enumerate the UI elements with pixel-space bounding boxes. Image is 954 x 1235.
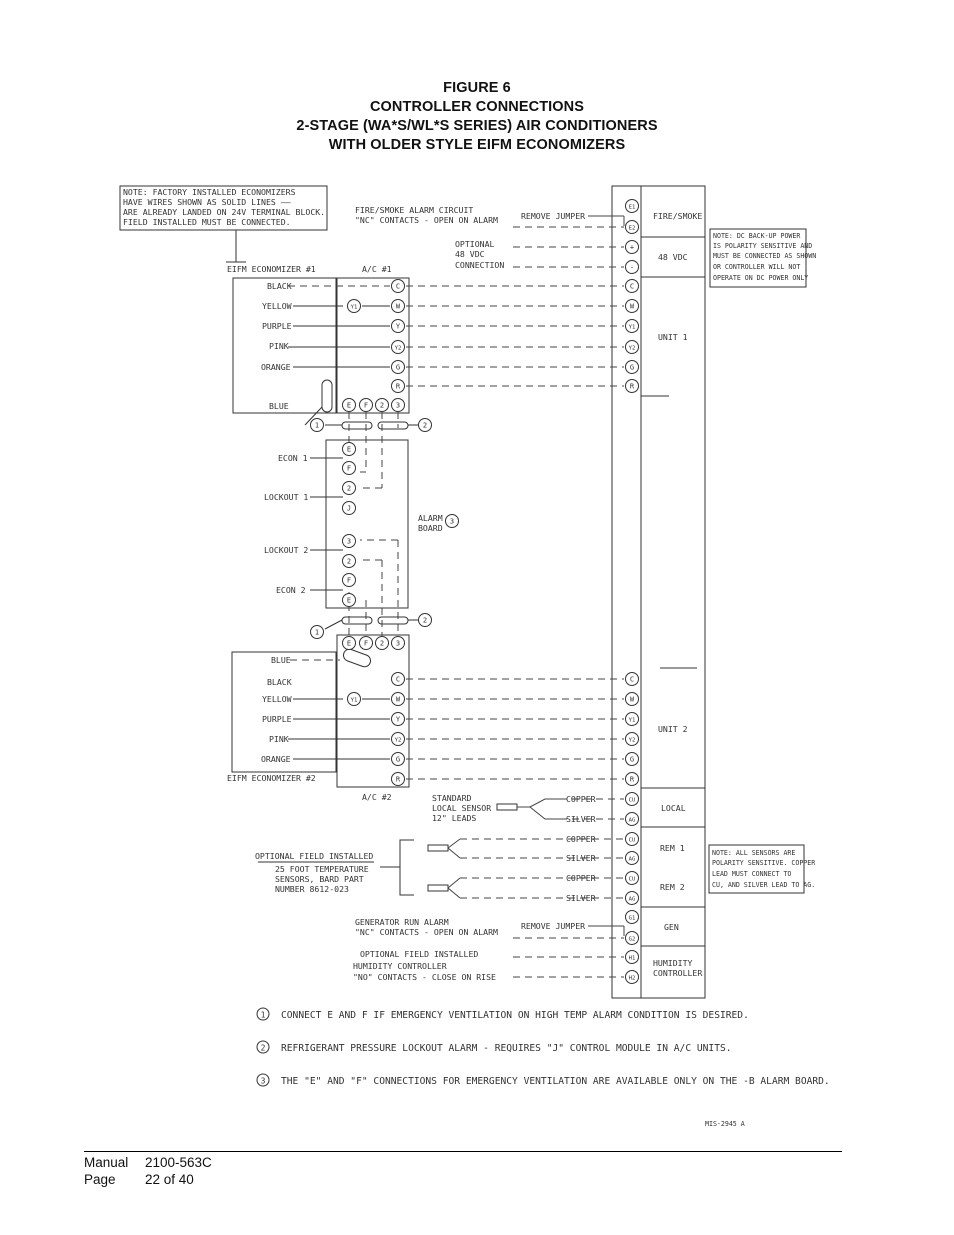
silver-label: SILVER	[566, 893, 596, 903]
wire-label: YELLOW	[262, 694, 292, 704]
figure-title-line-2: 2-STAGE (WA*S/WL*S SERIES) AIR CONDITIONERS	[296, 118, 658, 134]
terminal-mark: Y	[395, 715, 401, 724]
standard-sensor-label: STANDARD	[432, 793, 472, 803]
optional-48-label: OPTIONAL	[455, 239, 495, 249]
silver-label: SILVER	[566, 853, 596, 863]
remove-jumper-label: REMOVE JUMPER	[521, 211, 586, 221]
humidity-label: "NO" CONTACTS - CLOSE ON RISE	[353, 972, 496, 982]
ac2-label: A/C #2	[362, 792, 392, 802]
terminal-mark: H1	[628, 955, 636, 962]
figure-title-line-1: CONTROLLER CONNECTIONS	[369, 99, 585, 115]
humidity-label: HUMIDITY CONTROLLER	[353, 961, 447, 971]
terminal-mark: E	[346, 596, 352, 605]
terminal-mark: E1	[628, 204, 636, 211]
sensor-note-line: POLARITY SENSITIVE. COPPER	[712, 859, 816, 867]
wire-label: BLUE	[269, 401, 289, 411]
remove-jumper-label: REMOVE JUMPER	[521, 921, 586, 931]
terminal-mark: R	[629, 382, 635, 391]
wire-label: BLACK	[267, 677, 292, 687]
controller-group-label: LOCAL	[661, 803, 686, 813]
wire-label: PURPLE	[262, 321, 292, 331]
terminal-mark: F	[363, 639, 369, 648]
terminal-mark: C	[629, 675, 635, 684]
terminal-mark: G	[395, 755, 401, 764]
terminal-mark: W	[395, 695, 401, 704]
controller-group-label: UNIT 2	[658, 724, 688, 734]
alarm-group-label: ECON 1	[278, 453, 308, 463]
wire-label: PINK	[269, 734, 289, 744]
terminal-mark: Y1	[350, 304, 358, 311]
terminal-mark: 2	[422, 616, 428, 625]
footnote-2: REFRIGERANT PRESSURE LOCKOUT ALARM - REQUIRES "J" CONTROL MODULE IN A/C UNITS.	[281, 1043, 732, 1054]
wire-label: PINK	[269, 341, 289, 351]
standard-sensor-label: 12" LEADS	[432, 813, 477, 823]
dc-note-line: OR CONTROLLER WILL NOT	[713, 263, 801, 271]
wire-label: ORANGE	[261, 754, 291, 764]
terminal-mark: 3	[395, 401, 401, 410]
terminal-mark: E	[346, 639, 352, 648]
ac1-label: A/C #1	[362, 264, 392, 274]
manual-label: Manual	[84, 1155, 129, 1170]
page-label: Page	[84, 1172, 116, 1187]
sensor-note-line: LEAD MUST CONNECT TO	[712, 870, 792, 878]
copper-label: COPPER	[566, 834, 596, 844]
alarm-group-label: LOCKOUT 1	[264, 492, 309, 502]
wire-label: BLACK	[267, 281, 292, 291]
sensor-note-line: CU, AND SILVER LEAD TO AG.	[712, 881, 816, 889]
terminal-mark: Y2	[628, 345, 636, 352]
terminal-mark: E2	[628, 225, 636, 232]
wire-label: BLUE	[271, 655, 291, 665]
dc-note-line: MUST BE CONNECTED AS SHOWN	[713, 252, 817, 260]
figure-number: FIGURE 6	[443, 80, 511, 96]
temp-sensors-label: NUMBER 8612-023	[275, 884, 349, 894]
terminal-mark: Y1	[350, 697, 358, 704]
drawing-number: MIS-2945 A	[705, 1120, 745, 1128]
dc-note-line: IS POLARITY SENSITIVE AND	[713, 242, 813, 250]
copper-label: COPPER	[566, 873, 596, 883]
dc-note-line: NOTE: DC BACK-UP POWER	[713, 232, 801, 240]
alarm-board-label: BOARD	[418, 523, 443, 533]
terminal-mark: 3	[346, 537, 352, 546]
fire-circuit-label: FIRE/SMOKE ALARM CIRCUIT	[355, 205, 474, 215]
eifm2-label: EIFM ECONOMIZER #2	[227, 773, 316, 783]
controller-group-label: REM 2	[660, 882, 685, 892]
terminal-mark: G	[395, 363, 401, 372]
factory-note-line: ARE ALREADY LANDED ON 24V TERMINAL BLOCK.	[123, 207, 326, 217]
controller-group-label: FIRE/SMOKE	[653, 211, 703, 221]
footer-rule	[84, 1151, 842, 1152]
factory-note-line: FIELD INSTALLED MUST BE CONNECTED.	[123, 217, 291, 227]
terminal-mark: 3	[395, 639, 401, 648]
gen-alarm-label: "NC" CONTACTS - OPEN ON ALARM	[355, 927, 498, 937]
terminal-mark: G	[629, 755, 635, 764]
dc-note-line: OPERATE ON DC POWER ONLY	[713, 274, 809, 282]
wire-label: PURPLE	[262, 714, 292, 724]
alarm-board-box	[326, 440, 408, 608]
optional-48-label: CONNECTION	[455, 260, 505, 270]
optional-48-label: 48 VDC	[455, 249, 485, 259]
terminal-mark: F	[346, 576, 352, 585]
eifm1-label: EIFM ECONOMIZER #1	[227, 264, 316, 274]
footnote-marker: 3	[260, 1076, 266, 1086]
terminal-mark: 2	[346, 557, 352, 566]
controller-group-label: HUMIDITY	[653, 958, 693, 968]
silver-label: SILVER	[566, 814, 596, 824]
terminal-mark: C	[395, 675, 401, 684]
terminal-mark: Y2	[394, 737, 402, 744]
terminal-mark: G	[629, 363, 635, 372]
sensor-note-line: NOTE: ALL SENSORS ARE	[712, 849, 796, 857]
controller-group-label: GEN	[664, 922, 679, 932]
terminal-mark: W	[395, 302, 401, 311]
controller-group-label: 48 VDC	[658, 252, 688, 262]
terminal-mark: AG	[628, 856, 636, 863]
humidity-label: OPTIONAL FIELD INSTALLED	[360, 949, 479, 959]
terminal-mark: 2	[422, 421, 428, 430]
terminal-mark: 3	[449, 517, 455, 526]
footnote-3: THE "E" AND "F" CONNECTIONS FOR EMERGENCY VENTILATION ARE AVAILABLE ONLY ON THE -B ALARM BOARD.	[281, 1076, 830, 1087]
terminal-mark: +	[629, 243, 635, 252]
terminal-mark: 1	[314, 421, 320, 430]
footnote-marker: 1	[260, 1010, 266, 1020]
terminal-mark: 2	[346, 484, 352, 493]
temp-sensors-label: 25 FOOT TEMPERATURE	[275, 864, 369, 874]
page-footer	[84, 1154, 212, 1188]
terminal-mark: Y2	[394, 345, 402, 352]
terminal-mark: W	[629, 695, 635, 704]
alarm-board-label: ALARM	[418, 513, 443, 523]
terminal-mark: G1	[628, 915, 636, 922]
terminal-mark: -	[629, 263, 635, 272]
terminal-mark: 2	[379, 639, 385, 648]
manual-number: 2100-563C	[145, 1155, 212, 1170]
wire-label: ORANGE	[261, 362, 291, 372]
footnote-1: CONNECT E AND F IF EMERGENCY VENTILATION ON HIGH TEMP ALARM CONDITION IS DESIRED.	[281, 1010, 749, 1021]
terminal-mark: F	[363, 401, 369, 410]
terminal-mark: Y1	[628, 717, 636, 724]
copper-label: COPPER	[566, 794, 596, 804]
terminal-mark: 1	[314, 628, 320, 637]
gen-alarm-label: GENERATOR RUN ALARM	[355, 917, 449, 927]
terminal-mark: Y2	[628, 737, 636, 744]
terminal-mark: H2	[628, 975, 636, 982]
terminal-mark: CU	[628, 876, 636, 883]
terminal-mark: C	[395, 282, 401, 291]
temp-sensors-label: SENSORS, BARD PART	[275, 874, 364, 884]
terminal-mark: AG	[628, 896, 636, 903]
terminal-mark: G2	[628, 936, 636, 943]
terminal-mark: R	[629, 775, 635, 784]
terminal-mark: CU	[628, 797, 636, 804]
terminal-mark: CU	[628, 837, 636, 844]
wire-label: YELLOW	[262, 301, 292, 311]
terminal-mark: E	[346, 401, 352, 410]
fire-circuit-label: "NC" CONTACTS - OPEN ON ALARM	[355, 215, 498, 225]
controller-group-label: REM 1	[660, 843, 685, 853]
terminal-mark: W	[629, 302, 635, 311]
footnote-marker: 2	[260, 1043, 266, 1053]
terminal-mark: J	[346, 504, 352, 513]
terminal-mark: Y	[395, 322, 401, 331]
terminal-mark: AG	[628, 817, 636, 824]
controller-group-label: CONTROLLER	[653, 968, 703, 978]
alarm-group-label: LOCKOUT 2	[264, 545, 309, 555]
terminal-mark: R	[395, 775, 401, 784]
terminal-mark: R	[395, 382, 401, 391]
terminal-mark: E	[346, 445, 352, 454]
standard-sensor-label: LOCAL SENSOR	[432, 803, 492, 813]
terminal-mark: 2	[379, 401, 385, 410]
optional-field-label: OPTIONAL FIELD INSTALLED	[255, 851, 374, 861]
terminal-mark: Y1	[628, 324, 636, 331]
alarm-group-label: ECON 2	[276, 585, 306, 595]
factory-note-line: HAVE WIRES SHOWN AS SOLID LINES ——	[123, 197, 291, 207]
terminal-mark: F	[346, 464, 352, 473]
controller-group-label: UNIT 1	[658, 332, 688, 342]
terminal-mark: C	[629, 282, 635, 291]
factory-note-line: NOTE: FACTORY INSTALLED ECONOMIZERS	[123, 187, 296, 197]
page-number: 22 of 40	[145, 1172, 194, 1187]
figure-title-line-3: WITH OLDER STYLE EIFM ECONOMIZERS	[328, 137, 626, 153]
